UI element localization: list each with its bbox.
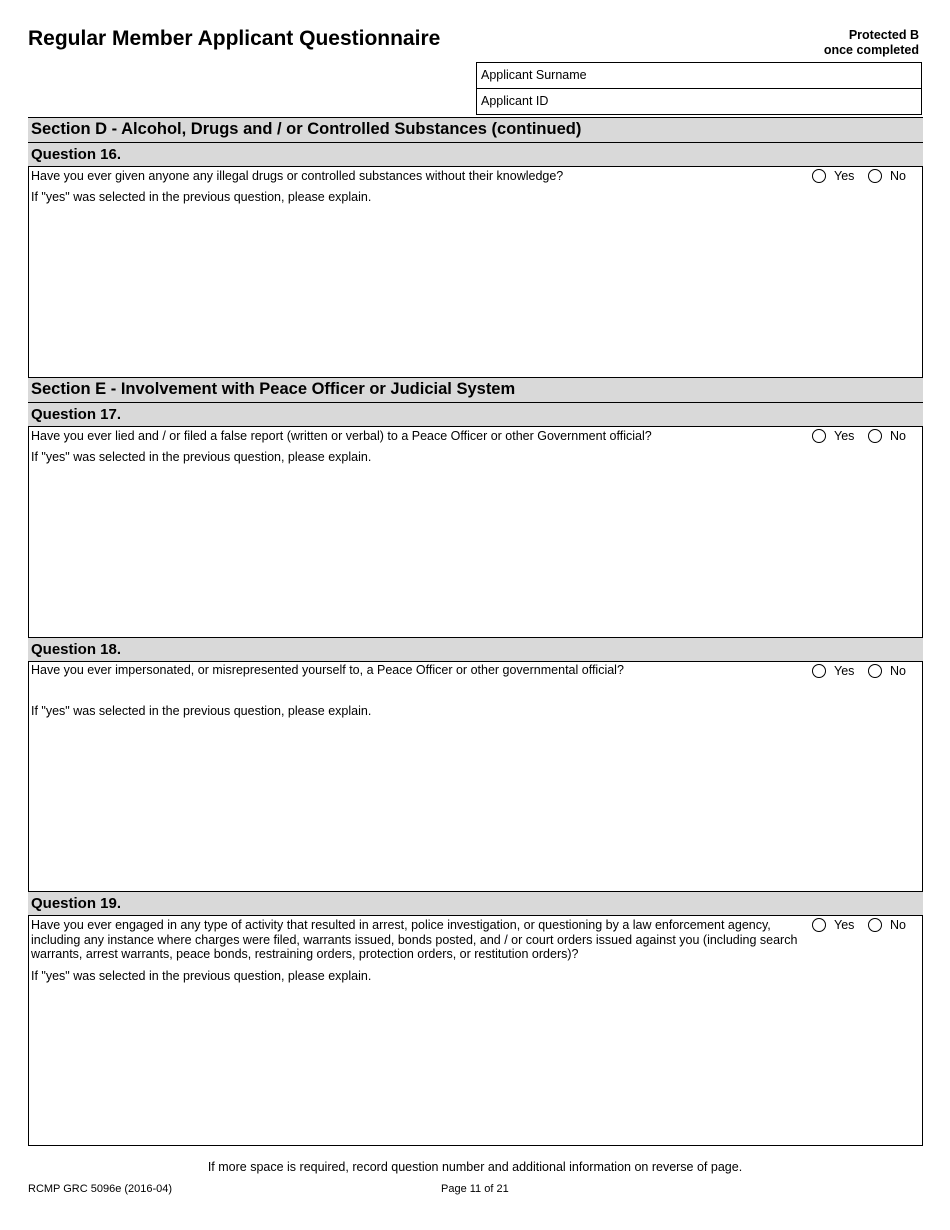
question-16-text: Have you ever given anyone any illegal drugs or controlled substances without their knowledge?: [31, 169, 564, 183]
radio-circle-icon: [812, 169, 826, 183]
question-16-header: Question 16.: [28, 142, 923, 167]
radio-circle-icon: [812, 664, 826, 678]
question-19-explain-label: If "yes" was selected in the previous question, please explain.: [31, 969, 372, 983]
question-18-text: Have you ever impersonated, or misrepresented yourself to, a Peace Officer or other governmental official?: [31, 663, 624, 677]
question-17-header: Question 17.: [28, 402, 923, 427]
protected-notice: [824, 28, 919, 58]
radio-circle-icon: [868, 169, 882, 183]
radio-circle-icon: [868, 918, 882, 932]
question-19-yes-label: Yes: [834, 918, 855, 932]
radio-circle-icon: [868, 664, 882, 678]
question-17-no-label: No: [890, 429, 906, 443]
form-title: Regular Member Applicant Questionnaire: [28, 27, 441, 50]
question-19-text: Have you ever engaged in any type of activity that resulted in arrest, police investigation, or questioning by a law enforcement agency, including any instance where charges were filed, warrants issued, bonds posted, and / or court orders issued against you (including search warrants, arrest warrants, peace bonds, restraining orders, protection orders, or restitution orders)?: [31, 918, 798, 961]
question-17-no-radio[interactable]: [868, 429, 906, 443]
question-16-yes-radio[interactable]: [812, 169, 854, 183]
applicant-surname-field[interactable]: [476, 62, 922, 89]
question-16-explain-textarea[interactable]: [29, 206, 922, 376]
question-19-explain-textarea[interactable]: [29, 985, 922, 1145]
applicant-surname-label: Applicant Surname: [481, 68, 587, 82]
footer-note: If more space is required, record question number and additional information on reverse of page.: [207, 1160, 743, 1174]
question-16-explain-label: If "yes" was selected in the previous question, please explain.: [31, 190, 372, 204]
protected-line-2: once completed: [823, 43, 919, 57]
question-17-yes-radio[interactable]: [812, 429, 854, 443]
radio-circle-icon: [868, 429, 882, 443]
question-18-explain-textarea[interactable]: [29, 720, 922, 890]
question-19-yes-radio[interactable]: [812, 918, 854, 932]
radio-circle-icon: [812, 429, 826, 443]
applicant-id-label: Applicant ID: [481, 94, 549, 108]
question-17-explain-label: If "yes" was selected in the previous question, please explain.: [31, 450, 372, 464]
protected-line-1: Protected B: [848, 28, 919, 42]
radio-circle-icon: [812, 918, 826, 932]
question-19-no-radio[interactable]: [868, 918, 906, 932]
question-19-header: Question 19.: [28, 891, 923, 916]
form-code: RCMP GRC 5096e (2016-04): [28, 1183, 173, 1195]
page-number: Page 11 of 21: [441, 1183, 509, 1195]
question-18-no-label: No: [890, 664, 906, 678]
question-17-explain-textarea[interactable]: [29, 466, 922, 636]
question-17-text: Have you ever lied and / or filed a false report (written or verbal) to a Peace Officer or other Government official?: [31, 429, 652, 443]
question-19-no-label: No: [890, 918, 906, 932]
question-17-yes-label: Yes: [834, 429, 855, 443]
question-18-header: Question 18.: [28, 637, 923, 662]
question-18-yes-label: Yes: [834, 664, 855, 678]
section-e-header: Section E - Involvement with Peace Officer or Judicial System: [28, 377, 923, 403]
question-16-no-label: No: [890, 169, 906, 183]
question-16-no-radio[interactable]: [868, 169, 906, 183]
section-d-header: Section D - Alcohol, Drugs and / or Controlled Substances (continued): [28, 117, 923, 143]
question-18-yes-radio[interactable]: [812, 664, 854, 678]
applicant-id-field[interactable]: [476, 88, 922, 115]
question-18-no-radio[interactable]: [868, 664, 906, 678]
question-18-explain-label: If "yes" was selected in the previous question, please explain.: [31, 704, 372, 718]
question-16-yes-label: Yes: [834, 169, 855, 183]
